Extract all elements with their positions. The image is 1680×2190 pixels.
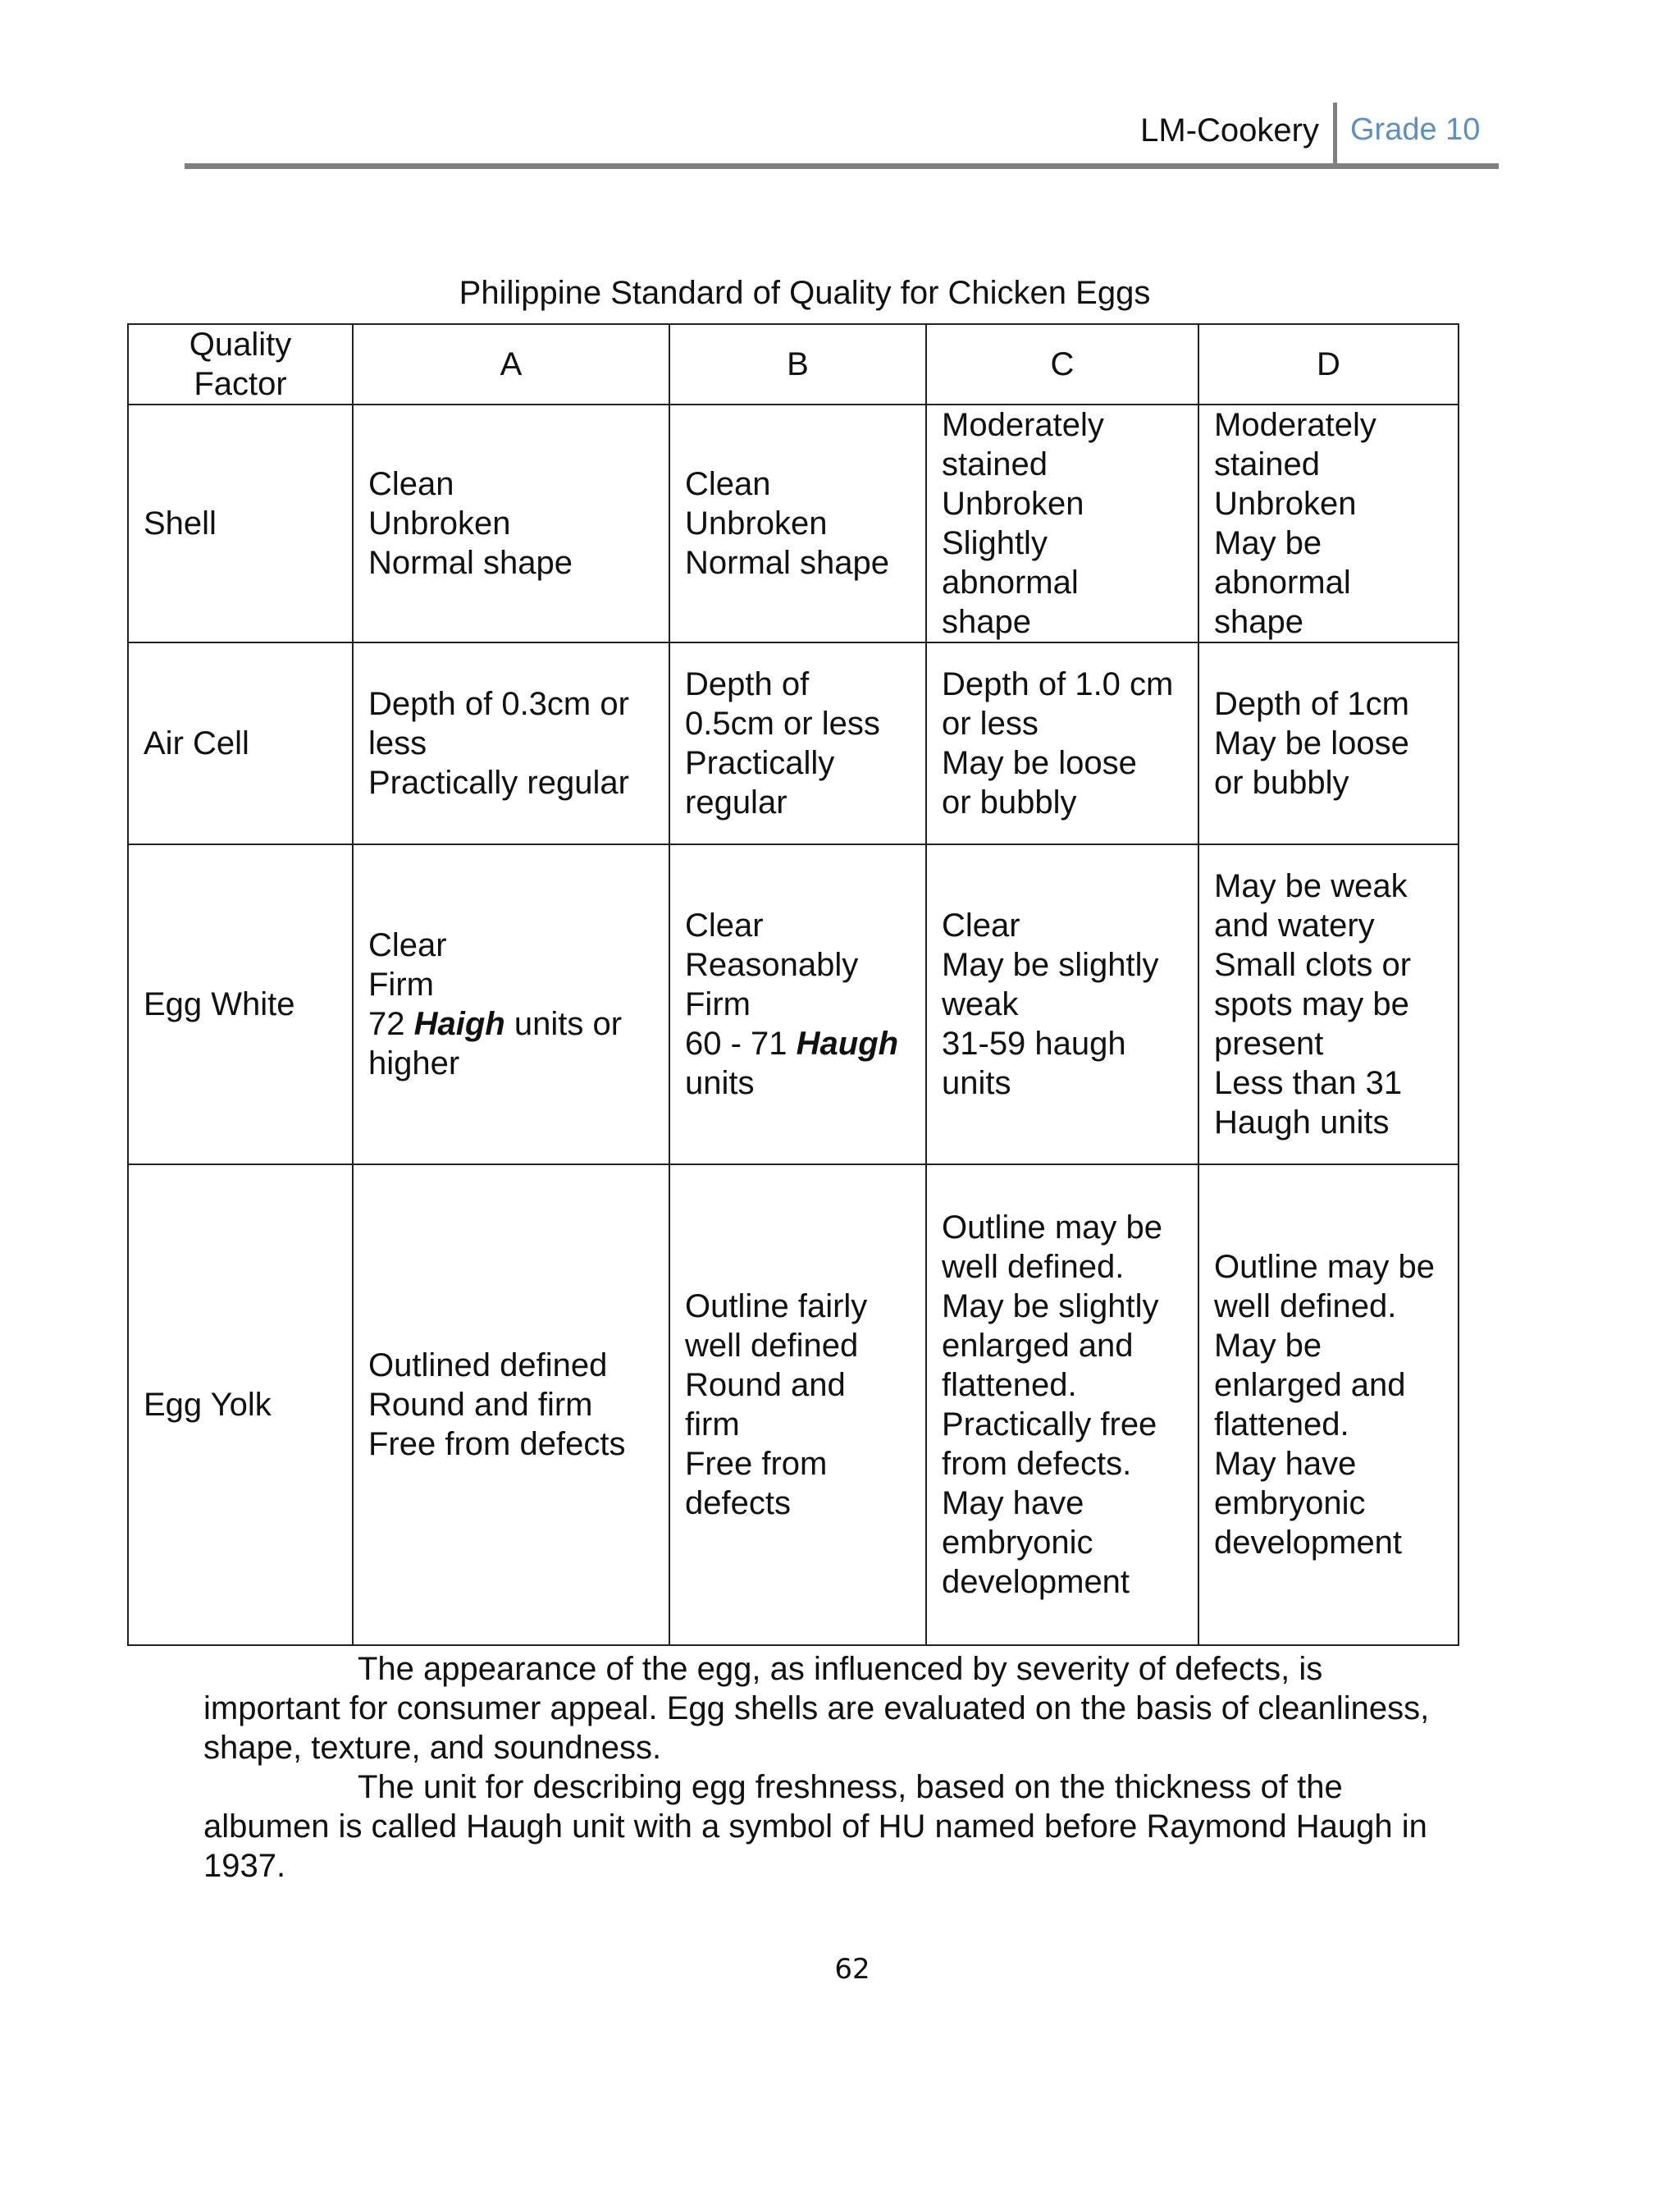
table-row-egg-yolk	[128, 1164, 1459, 1645]
cell-air-cell-b: Depth of 0.5cm or less Practically regular	[669, 642, 926, 844]
table-row-egg-white	[128, 844, 1459, 1164]
row-label-egg-yolk: Egg Yolk	[128, 1164, 353, 1645]
cell-air-cell-a: Depth of 0.3cm or less Practically regular	[353, 642, 669, 844]
body-paragraph-haugh-unit: The unit for describing egg freshness, based on the thickness of the albumen is called Haugh unit with a symbol of HU named before Raymond Haugh in 1937.	[203, 1769, 1427, 1884]
cell-shell-b: Clean Unbroken Normal shape	[669, 405, 926, 642]
cell-shell-d: Moderately stained Unbroken May be abnormal shape	[1198, 405, 1459, 642]
table-row-shell	[128, 405, 1459, 642]
column-header-a: A	[353, 324, 669, 405]
cell-egg-yolk-d: Outline may be well defined. May be enlarged and flattened. May have embryonic development	[1198, 1164, 1459, 1645]
cell-egg-white-c: Clear May be slightly weak 31-59 haugh units	[926, 844, 1198, 1164]
column-header-c: C	[926, 324, 1198, 405]
header-title: LM-Cookery	[1140, 112, 1319, 149]
cell-egg-white-a: Clear Firm 72 Haigh units or higher	[353, 844, 669, 1164]
cell-egg-yolk-b: Outline fairly well defined Round and firm Free from defects	[669, 1164, 926, 1645]
page-number: 62	[834, 1953, 870, 1986]
table-title: Philippine Standard of Quality for Chicken Eggs	[459, 275, 1151, 311]
table-header-row	[128, 324, 1459, 405]
cell-egg-yolk-a: Outlined defined Round and firm Free from defects	[353, 1164, 669, 1645]
row-label-egg-white: Egg White	[128, 844, 353, 1164]
body-paragraph-appearance: The appearance of the egg, as influenced by severity of defects, is important for consumer appeal. Egg shells are evaluated on the basis of cleanliness, shape, texture, and soundness.	[203, 1651, 1430, 1766]
cell-egg-white-d: May be weak and watery Small clots or spots may be present Less than 31 Haugh units	[1198, 844, 1459, 1164]
table-row-air-cell	[128, 642, 1459, 844]
cell-egg-white-b: Clear Reasonably Firm 60 - 71 Haugh units	[669, 844, 926, 1164]
column-header-b: B	[669, 324, 926, 405]
cell-egg-yolk-c: Outline may be well defined. May be slightly enlarged and flattened. Practically free from defects. May have embryonic development	[926, 1164, 1198, 1645]
row-label-air-cell: Air Cell	[128, 642, 353, 844]
column-header-d: D	[1198, 324, 1459, 405]
cell-shell-a: Clean Unbroken Normal shape	[353, 405, 669, 642]
row-label-shell: Shell	[128, 405, 353, 642]
header-rule	[185, 163, 1499, 169]
egg-quality-table	[127, 323, 1459, 1646]
column-header-quality-factor: Quality Factor	[128, 324, 353, 405]
header-divider	[1333, 103, 1337, 167]
cell-air-cell-c: Depth of 1.0 cm or less May be loose or bubbly	[926, 642, 1198, 844]
cell-air-cell-d: Depth of 1cm May be loose or bubbly	[1198, 642, 1459, 844]
cell-shell-c: Moderately stained Unbroken Slightly abnormal shape	[926, 405, 1198, 642]
page-header	[185, 103, 1499, 168]
header-grade: Grade 10	[1350, 112, 1481, 147]
